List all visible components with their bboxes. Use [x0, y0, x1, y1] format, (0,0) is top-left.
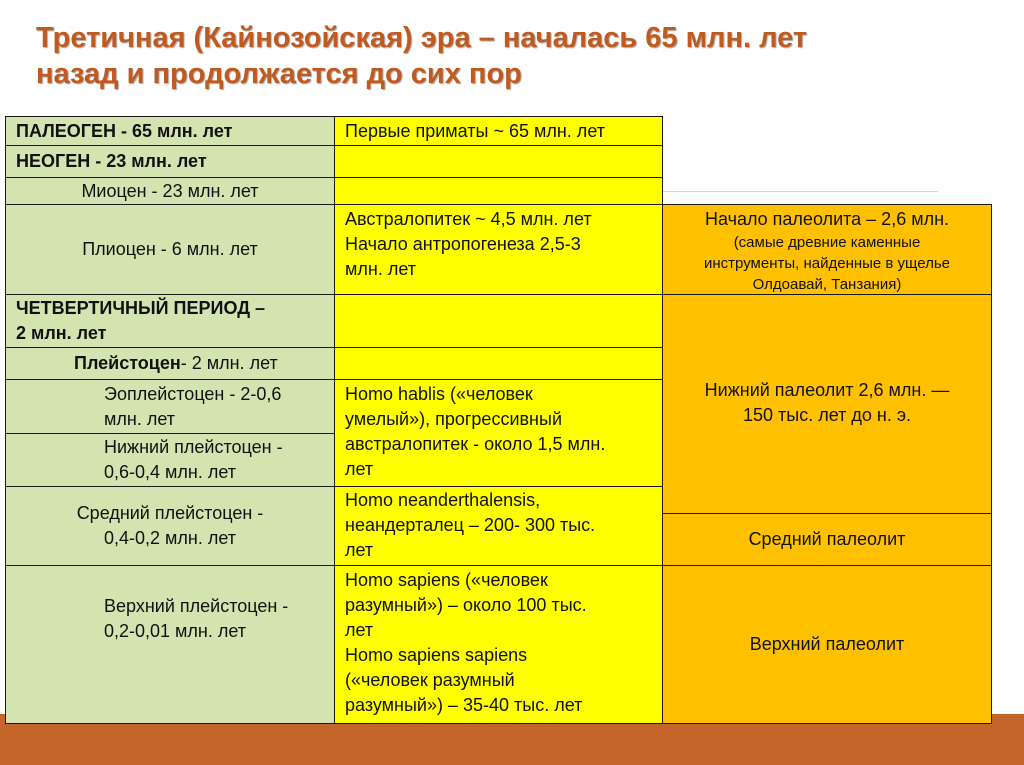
period-neogen: НЕОГЕН - 23 млн. лет	[5, 145, 335, 178]
paleolith-start-note: (самые древние каменные инструменты, найденные в ущелье Олдоавай, Танзания)	[704, 234, 950, 293]
paleolith-middle: Средний палеолит	[662, 513, 992, 566]
quaternary-line-1: ЧЕТВЕРТИЧНЫЙ ПЕРИОД –	[16, 298, 266, 318]
pleistocen-name: Плейстоцен	[74, 353, 181, 373]
page-title	[36, 20, 936, 92]
title-line-2: назад и продолжается до сих пор	[36, 58, 522, 90]
epoch-pleistocen	[5, 347, 335, 380]
event-empty-quaternary	[334, 294, 663, 348]
paleolith-start	[662, 204, 992, 295]
event-empty-neogen	[334, 145, 663, 178]
divider-line	[662, 191, 938, 192]
event-empty-miocen	[334, 177, 663, 205]
period-paleogen: ПАЛЕОГЕН - 65 млн. лет	[5, 116, 335, 146]
event-empty-pleistocen	[334, 347, 663, 380]
stage-middle-pleistocen: Средний плейстоцен - 0,4-0,2 млн. лет	[5, 486, 335, 566]
paleolith-lower: Нижний палеолит 2,6 млн. — 150 тыс. лет до н. э.	[662, 294, 992, 514]
event-neanderthal: Homo neanderthalensis, неандерталец – 200- 300 тыс. лет	[334, 486, 663, 566]
epoch-pliocen: Плиоцен - 6 млн. лет	[5, 204, 335, 295]
title-line-1: Третичная (Кайнозойская) эра – началась 65 млн. лет	[36, 22, 808, 54]
stage-lower-pleistocen: Нижний плейстоцен - 0,6-0,4 млн. лет	[5, 433, 335, 487]
paleolith-start-title: Начало палеолита – 2,6 млн.	[704, 209, 950, 229]
stage-eopleistocen: Эоплейстоцен - 2-0,6 млн. лет	[5, 379, 335, 434]
pleistocen-duration: - 2 млн. лет	[180, 353, 278, 373]
event-australopithecus: Австралопитек ~ 4,5 млн. лет Начало антропогенеза 2,5-3 млн. лет	[334, 204, 663, 295]
event-primates: Первые приматы ~ 65 млн. лет	[334, 116, 663, 146]
event-homo-habilis: Homo hablis («человек умелый»), прогрессивный австралопитек - около 1,5 млн. лет	[334, 379, 663, 487]
stage-upper-pleistocen: Верхний плейстоцен - 0,2-0,01 млн. лет	[5, 565, 335, 724]
period-quaternary	[5, 294, 335, 348]
paleolith-upper: Верхний палеолит	[662, 565, 992, 724]
event-homo-sapiens: Homo sapiens («человек разумный») – около 100 тыс. лет Homo sapiens sapiens («человек разумный разумный») – 35-40 тыс. лет	[334, 565, 663, 724]
epoch-miocen: Миоцен - 23 млн. лет	[5, 177, 335, 205]
quaternary-line-2: 2 млн. лет	[16, 323, 107, 343]
